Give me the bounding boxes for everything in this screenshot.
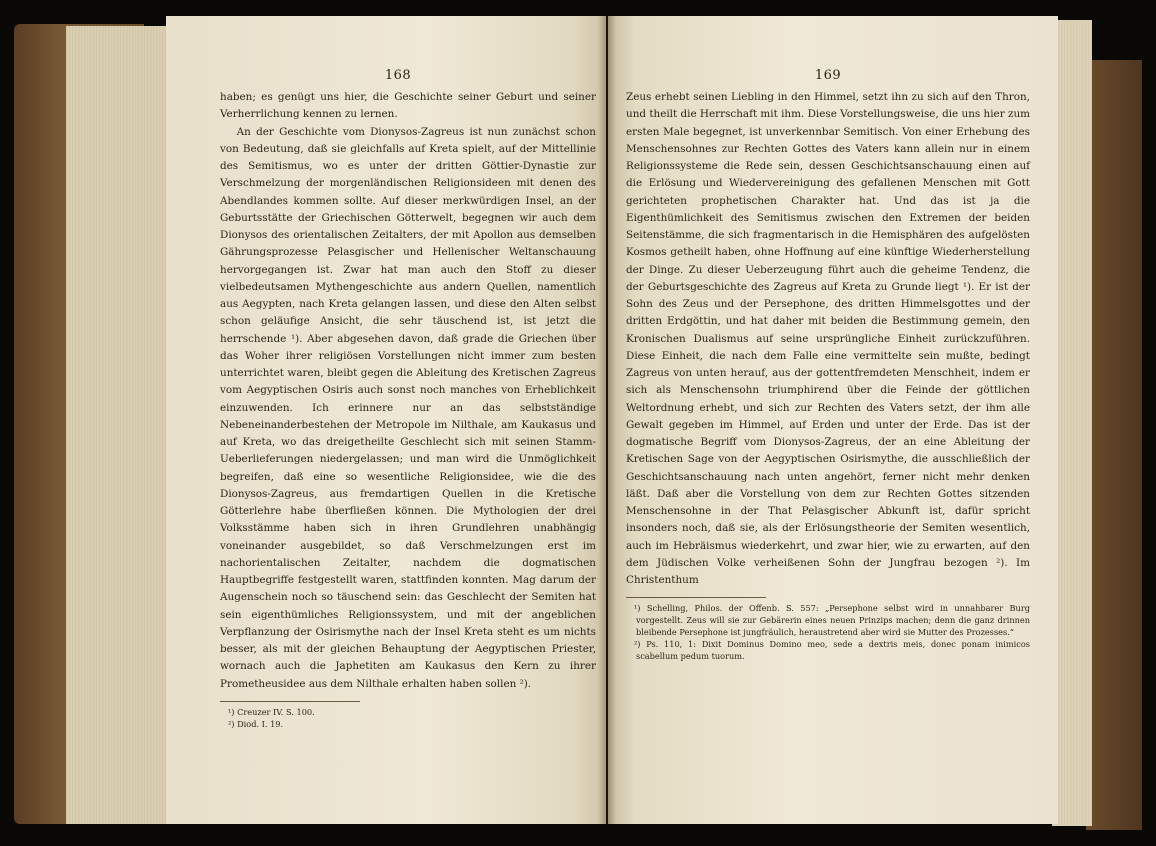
right-page (608, 16, 1058, 824)
footnote-rule-right (626, 597, 766, 598)
book-cover-right (1086, 60, 1142, 830)
right-paragraph-1: Zeus erhebt seinen Liebling in den Himmel, setzt ihn zu sich auf den Thron, und theilt die Herrschaft mit ihm. Diese Vorstellungsweise, die uns hier zum ersten Male begegnet, ist unverkennbar Semitisch. Von einer Erhebung des Menschensohnes zur Rechten Gottes des Vaters kann allein nur in einem Religionssysteme die Rede sein, dessen Geschichtsanschauung einen auf die Erlösung und Wiedervereinigung des gefallenen Menschen mit Gott gerichteten prophetischen Charakter hat. Und das ist ja die Eigenthümlichkeit des Semitismus zwischen den Extremen der beiden Seitenstämme, die sich fragmentarisch in die Hemisphären des aufgelösten Kosmos getheilt haben, ohne Hoffnung auf eine künftige Wiederherstellung der Dinge. Zu dieser Ueberzeugung führt auch die geheime Tendenz, die der Geburtsgeschichte des Zagreus auf Kreta zu Grunde liegt ¹). Er ist der Sohn des Zeus und der Persephone, des dritten Himmelsgottes und der dritten Erdgöttin, und hat daher mit beiden die Bestimmung gemein, den Kronischen Dualismus auf seine ursprüngliche Einheit zurückzuführen. Diese Einheit, die nach dem Falle eine vermittelte sein mußte, bedingt Zagreus von unten herauf, aus der gottentfremdeten Menschheit, indem er sich als Menschensohn triumphirend über die Feinde der göttlichen Weltordnung erhebt, und sich zur Rechten des Vaters setzt, der ihm alle Gewalt gegeben im Himmel, auf Erden und unter der Erde. Das ist der dogmatische Begriff vom Dionysos-Zagreus, der an eine Ableitung der Kretischen Sage von der Aegyptischen Osirismythe, die ausschließlich der Geschichtsanschauung nach unten angehört, ferner nicht mehr denken läßt. Daß aber die Vorstellung von dem zur Rechten Gottes sitzenden Menschensohne in der That Pelasgischer Abkunft ist, dafür spricht insonders noch, daß sie, als der Erlösungstheorie der Semiten wesentlich, auch im Hebräismus wiederkehrt, und zwar hier, wie zu erwarten, auf den dem Jüdischen Volke verheißenen Sohn der Jungfrau bezogen ²). Im Christenthum (626, 91, 1030, 586)
book-gutter (598, 16, 616, 824)
footnote-left-1: ¹) Creuzer IV. S. 100. (228, 706, 315, 717)
left-paragraph-1: haben; es genügt uns hier, die Geschichte seiner Geburt und seiner Verherrlichung kennen zu lernen. (220, 91, 596, 121)
page-number-right: 169 (814, 68, 842, 83)
footnote-left-2: ²) Diod. I. 19. (228, 718, 284, 729)
right-page-body (626, 89, 1030, 589)
left-page-body (220, 89, 596, 693)
page-edges-right (1052, 20, 1092, 826)
left-paragraph-2: An der Geschichte vom Dionysos-Zagreus ist nun zunächst schon von Bedeutung, daß sie gleichfalls auf Kreta spielt, auf der Mittellinie des Semitismus, wo es unter der dritten Göttier-Dynastie zur Verschmelzung der morgenländischen Religionsideen mit denen des Abendlandes kommen sollte. Auf dieser merkwürdigen Insel, an der Geburtsstätte der Griechischen Götterwelt, begegnen wir auch dem Dionysos des orientalischen Zeitalters, der mit Apollon aus demselben Gährungsprozesse Pelasgischer und Hellenischer Weltanschauung hervorgegangen ist. Zwar hat man auch den Stoff zu dieser vielbedeutsamen Mythengeschichte aus andern Quellen, namentlich aus Aegypten, nach Kreta gelangen lassen, und diese den Alten selbst schon geläufige Ansicht, die sehr täuschend ist, ist jetzt die herrschende ¹). Aber abgesehen davon, daß grade die Griechen über das Woher ihrer religiösen Vorstellungen nicht immer zum besten unterrichtet waren, bleibt gegen die Ableitung des Kretischen Zagreus vom Aegyptischen Osiris auch sonst noch manches von Erheblichkeit einzuwenden. Ich erinnere nur an das selbstständige Nebeneinanderbestehen der Metropole im Nilthale, am Kaukasus und auf Kreta, wo das dreigetheilte Geschlecht sich mit seinen Stamm-Ueberlieferungen niedergelassen; und man wird die Unmöglichkeit begreifen, daß eine so wesentliche Religionsidee, wie die des Dionysos-Zagreus, aus fremdartigen Quellen in die Kretische Götterlehre habe überfließen können. Die Mythologien der drei Volksstämme haben sich in ihren Grundlehren unabhängig voneinander ausgebildet, so daß Verschmelzungen erst im nachorientalischen Zeitalter, nachdem die dogmatischen Hauptbegriffe festgestellt waren, stattfinden konnten. Mag darum der Augenschein noch so täuschend sein: das Geschlecht der Semiten hat sein eigenthümliches Religionssystem, und mit der angeblichen Verpflanzung der Osirismythe nach der Insel Kreta steht es um nichts besser, als mit der gleichen Behauptung der Aegyptischen Priester, wornach auch die Japhetiten am Kaukasus den Kern zu ihrer Prometheusidee aus dem Nilthale erhalten haben sollen ²). (220, 125, 596, 690)
page-number-left: 168 (384, 68, 412, 83)
right-footnotes (626, 602, 1030, 662)
left-page (166, 16, 606, 824)
left-footnotes (220, 706, 596, 730)
page-edges-left (66, 26, 170, 824)
footnote-right-2: ²) Ps. 110, 1: Dixit Dominus Domino meo, sede a dextris meis, donec ponam inimicos scabellum pedum tuorum. (634, 639, 1030, 662)
footnote-rule-left (220, 701, 360, 702)
footnote-right-1: ¹) Schelling, Philos. der Offenb. S. 557: „Persephone selbst wird in unnahbarer Burg vorgestellt. Zeus will sie zur Gebärerin eines neuen Prinzips machen; denn die ganz drinnen bleibende Persephone ist jungfräulich, heraustretend aber wird sie Mutter des Prozesses.“ (634, 603, 1030, 638)
